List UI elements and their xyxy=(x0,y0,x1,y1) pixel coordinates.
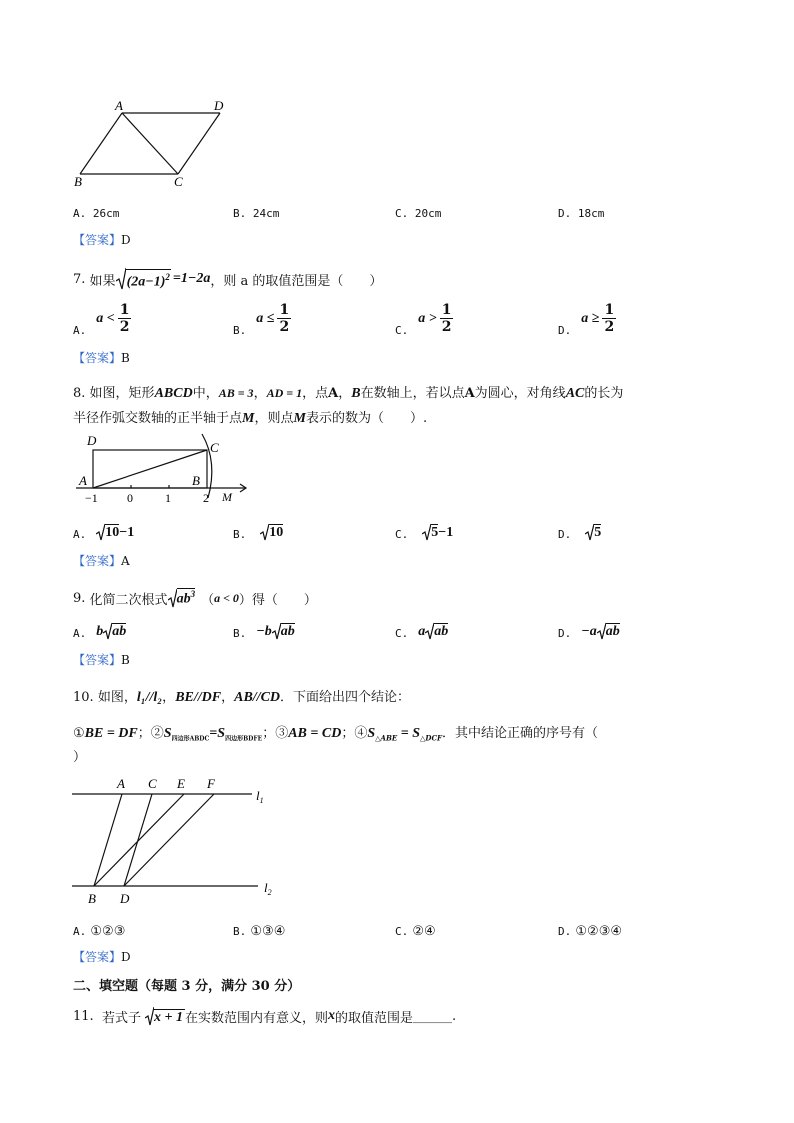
q7-option-a[interactable]: A. a < $\frac{1}{2}$ xyxy=(73,302,130,337)
q11-answer-blank[interactable]: ______ xyxy=(412,1008,452,1024)
q7-option-b[interactable]: B. a ≤ $\frac{1}{2}$ xyxy=(233,302,290,337)
q7-option-c[interactable]: C. a > $\frac{1}{2}$ xyxy=(395,302,452,337)
q9-option-c[interactable]: C. a ab xyxy=(395,624,449,640)
q6-parallelogram-figure xyxy=(70,96,230,192)
radical-sign-icon xyxy=(422,523,431,541)
section-2-heading: 二、填空题（每题 3 分，满分 30 分） xyxy=(73,979,301,994)
q8-tick-2: 2 xyxy=(203,491,209,505)
q6-option-c[interactable]: C. 20cm xyxy=(395,207,442,220)
radical-sign-icon xyxy=(145,1006,154,1026)
radical-sign-icon xyxy=(425,622,434,640)
q10-answer: 【答案】D xyxy=(73,950,131,964)
q8-label-C: C xyxy=(210,440,219,455)
radical-sign-icon xyxy=(597,622,606,640)
q8-stem-line2: 半径作弧交数轴的正半轴于点M，则点M表示的数为（ ）. xyxy=(73,411,428,426)
radical-sign-icon xyxy=(168,588,177,608)
q8-tick-0: 0 xyxy=(127,491,133,505)
q6-label-B: B xyxy=(74,174,82,189)
q8-label-M: M xyxy=(222,490,232,504)
q11-stem: 11. 若式子 x + 1 在实数范围内有意义，则 x 的取值范围是 ______ . xyxy=(73,1008,457,1026)
q10-label-C: C xyxy=(148,776,157,791)
radical-sign-icon xyxy=(116,267,126,291)
q10-stem-line1: 10. 如图，l₁//l₂，BE//DF，AB//CD．下面给出四个结论： xyxy=(73,690,411,705)
q7-stem: 7. 如果 $(2a-1)^2$ =1−2a ，则 a 的取值范围是（ ） xyxy=(73,262,382,296)
q10-label-E: E xyxy=(177,776,185,791)
q8-tick-minus1: −1 xyxy=(85,491,98,505)
q8-answer: 【答案】A xyxy=(73,554,130,568)
q9-option-d[interactable]: D. −a ab xyxy=(558,624,620,640)
radical-sign-icon xyxy=(272,622,281,640)
q10-option-a[interactable]: A. ①②③ xyxy=(73,924,126,939)
radical-sign-icon xyxy=(96,523,105,541)
q10-parallel-lines-figure xyxy=(68,770,288,910)
q10-option-c[interactable]: C. ②④ xyxy=(395,924,436,939)
q10-option-d[interactable]: D. ①②③④ xyxy=(558,924,623,939)
radical-sign-icon xyxy=(585,523,594,541)
q6-label-A: A xyxy=(115,98,123,113)
q8-number-line-figure xyxy=(70,430,255,508)
q10-label-l2: $l_2$ xyxy=(264,880,272,897)
q6-option-b[interactable]: B. 24cm xyxy=(233,207,280,220)
q9-option-b[interactable]: B. −b ab xyxy=(233,624,295,640)
q10-label-D: D xyxy=(120,891,130,906)
q7-option-d[interactable]: D. a ≥ $\frac{1}{2}$ xyxy=(558,302,615,337)
q7-answer: 【答案】B xyxy=(73,351,130,365)
q7-radical: $(2a-1)^2$ xyxy=(116,267,171,291)
q9-stem: 9. 化简二次根式 $ab^3$ （ a < 0 ）得（ ） xyxy=(73,589,317,608)
q10-stem-line3: ） xyxy=(73,750,87,765)
q10-label-B: B xyxy=(88,891,96,906)
q10-label-l1: $l_1$ xyxy=(256,788,264,805)
q6-option-a[interactable]: A. 26cm xyxy=(73,207,120,220)
q8-tick-1: 1 xyxy=(165,491,171,505)
q6-label-D: D xyxy=(214,98,224,113)
q6-option-d[interactable]: D. 18cm xyxy=(558,207,605,220)
q10-label-F: F xyxy=(207,776,215,791)
q8-option-d[interactable]: D. 5 xyxy=(558,525,602,541)
radical-sign-icon xyxy=(103,622,112,640)
q10-label-A: A xyxy=(117,776,125,791)
q10-stem-line2: ①BE = DF；$②S_{四边形ABDC}=S_{四边形BDFE}$；③AB = CD；$④S_{\triangle ABE} = S_{\triangle DCF}$．其中结论正确的序号有（ xyxy=(73,726,598,743)
q6-answer: 【答案】D xyxy=(73,233,131,247)
q8-label-D: D xyxy=(87,433,97,448)
q9-answer: 【答案】B xyxy=(73,653,130,667)
q8-label-A: A xyxy=(79,473,87,488)
q8-option-c[interactable]: C. 5 −1 xyxy=(395,525,454,541)
q10-option-b[interactable]: B. ①③④ xyxy=(233,924,286,939)
q8-option-b[interactable]: B. 10 xyxy=(233,525,284,541)
q8-option-a[interactable]: A. 10 −1 xyxy=(73,525,135,541)
q6-label-C: C xyxy=(174,174,183,189)
q9-option-a[interactable]: A. b ab xyxy=(73,624,127,640)
radical-sign-icon xyxy=(260,523,269,541)
q8-stem-line1: 8. 如图，矩形ABCD中，AB = 3，AD = 1，点A，B在数轴上，若以点A为圆心，对角线AC的长为 xyxy=(73,386,624,401)
q8-label-B: B xyxy=(192,473,200,488)
